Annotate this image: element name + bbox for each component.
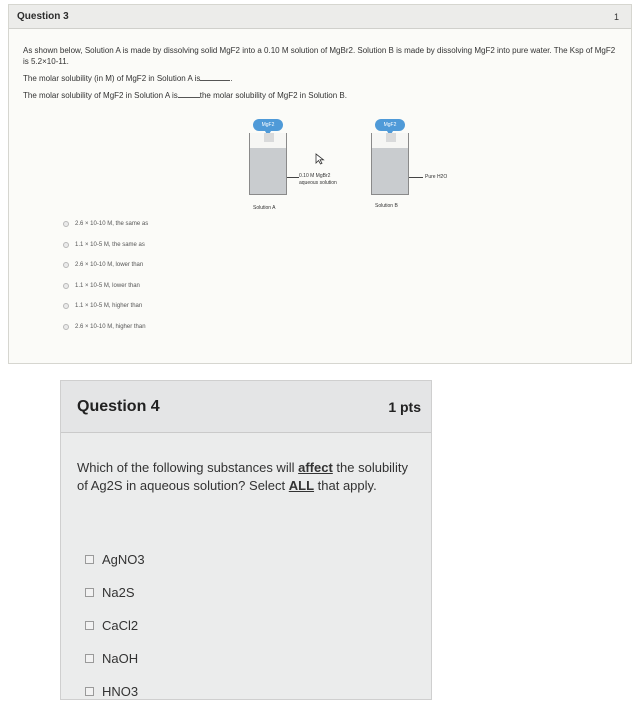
cursor-icon	[315, 153, 325, 165]
option-label: CaCl2	[102, 618, 139, 633]
option-row[interactable]	[63, 296, 148, 317]
question-3-header	[9, 5, 631, 29]
checkbox[interactable]	[85, 621, 94, 630]
question-4-panel	[60, 380, 432, 700]
option-label: HNO3	[102, 684, 139, 699]
radio-button[interactable]	[63, 262, 69, 268]
option-row[interactable]	[63, 214, 148, 235]
option-label: Na2S	[102, 585, 135, 600]
question-4-title: Question 4	[77, 397, 160, 415]
prompt-affect: affect	[298, 460, 333, 475]
radio-button[interactable]	[63, 242, 69, 248]
radio-button[interactable]	[63, 303, 69, 309]
prompt-mid: the solubility of Ag2S in aqueous solution? Select	[77, 460, 408, 493]
radio-button[interactable]	[63, 221, 69, 227]
option-row[interactable]	[63, 255, 148, 276]
option-label: 1.1 × 10-5 M, the same as	[75, 241, 145, 248]
solution-a-label: Solution A	[253, 205, 276, 211]
middle-label: 0.10 M MgBr2 aqueous solution	[299, 173, 337, 186]
checkbox[interactable]	[85, 687, 94, 696]
line-1-text: The molar solubility (in M) of MgF2 in Solution A is	[23, 74, 201, 83]
radio-button[interactable]	[63, 324, 69, 330]
line-2-text-a: The molar solubility of MgF2 in Solution A is	[23, 91, 178, 100]
question-3-line-2	[23, 90, 631, 101]
option-row[interactable]	[63, 276, 148, 297]
option-label: 1.1 × 10-5 M, higher than	[75, 303, 143, 310]
question-4-options	[85, 543, 145, 708]
option-row[interactable]	[85, 609, 145, 642]
line-2-text-b: the molar solubility of MgF2 in Solution B.	[199, 91, 347, 100]
leader-line-a	[287, 177, 299, 178]
question-3-statement: As shown below, Solution A is made by dissolving solid MgF2 into a 0.10 M solution of MgBr2. Solution B is made by dissolving MgF2 into pure water. The Ksp of MgF2 is 5.2×10-11.	[23, 46, 616, 66]
option-label: 2.6 × 10-10 M, the same as	[75, 221, 149, 228]
option-label: AgNO3	[102, 552, 145, 567]
checkbox[interactable]	[85, 654, 94, 663]
option-label: NaOH	[102, 651, 139, 666]
option-label: 1.1 × 10-5 M, lower than	[75, 282, 140, 289]
question-3-line-1: The molar solubility (in M) of MgF2 in Solution A is .	[23, 74, 233, 83]
question-4-prompt	[77, 459, 417, 495]
solutions-diagram	[249, 115, 449, 220]
option-row[interactable]	[63, 235, 148, 256]
prompt-pre: Which of the following substances will	[77, 460, 299, 475]
question-3-title: Question 3	[17, 11, 69, 22]
prompt-all: ALL	[288, 478, 315, 493]
checkbox[interactable]	[85, 555, 94, 564]
solution-b-label: Solution B	[375, 203, 398, 209]
option-label: 2.6 × 10-10 M, higher than	[75, 323, 146, 330]
leader-line-b	[409, 177, 423, 178]
option-row[interactable]	[85, 675, 145, 708]
option-row[interactable]	[85, 543, 145, 576]
right-label: Pure H2O	[425, 174, 448, 180]
beaker-b	[371, 133, 409, 195]
option-row[interactable]	[85, 642, 145, 675]
blank-1	[200, 73, 230, 81]
radio-button[interactable]	[63, 283, 69, 289]
mgf2-pill-a: MgF2	[253, 119, 283, 131]
option-label: 2.6 × 10-10 M, lower than	[75, 262, 144, 269]
prompt-post: that apply.	[314, 478, 377, 493]
question-3-options	[63, 214, 148, 337]
checkbox[interactable]	[85, 588, 94, 597]
beaker-a	[249, 133, 287, 195]
option-row[interactable]	[85, 576, 145, 609]
option-row[interactable]	[63, 317, 148, 338]
mgf2-pill-b: MgF2	[375, 119, 405, 131]
question-4-points: 1 pts	[388, 398, 421, 415]
question-3-panel	[8, 4, 632, 364]
question-3-points: 1	[613, 11, 619, 22]
question-4-header	[61, 381, 431, 433]
blank-2	[178, 90, 200, 98]
